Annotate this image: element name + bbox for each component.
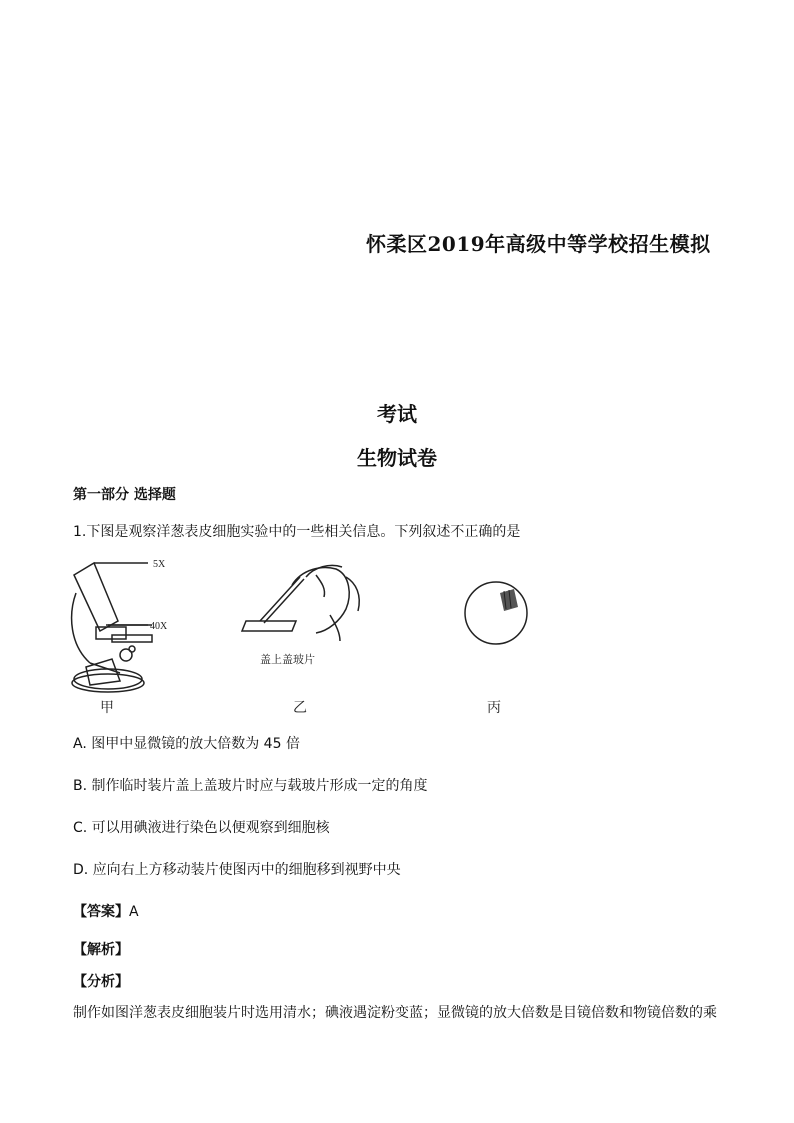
field-of-view-illustration [465, 582, 527, 644]
question-stem: 1.下图是观察洋葱表皮细胞实验中的一些相关信息。下列叙述不正确的是 [73, 524, 521, 540]
answer-value: A [129, 904, 139, 920]
analysis-tag: 【解析】 [73, 942, 129, 958]
eyepiece-label: 5X [153, 559, 166, 570]
option-b: B. 制作临时装片盖上盖玻片时应与载玻片形成一定的角度 [73, 778, 428, 794]
objective-label: 40X [150, 621, 168, 632]
microscope-illustration [72, 563, 152, 692]
exam-title-line2: 考试 [377, 402, 417, 426]
figure-caption-coverslip: 盖上盖玻片 [260, 654, 315, 666]
option-c: C. 可以用碘液进行染色以便观察到细胞核 [73, 820, 330, 836]
question-figure [60, 555, 580, 720]
section-heading: 第一部分 选择题 [73, 487, 176, 503]
answer-line [73, 901, 139, 921]
answer-tag: 【答案】 [73, 904, 129, 920]
figure-label-bing: 丙 [487, 701, 501, 716]
exam-title-line1: 怀柔区2019年高级中等学校招生模拟 [366, 232, 711, 256]
analysis-sub-tag: 【分析】 [73, 974, 129, 990]
figure-label-yi: 乙 [293, 701, 307, 716]
figure-label-jia: 甲 [100, 701, 114, 716]
analysis-text: 制作如图洋葱表皮细胞装片时选用清水；碘液遇淀粉变蓝；显微镜的放大倍数是目镜倍数和物镜倍数的乘 [73, 1005, 717, 1021]
exam-title-line3: 生物试卷 [357, 446, 437, 470]
option-d: D. 应向右上方移动装片使图丙中的细胞移到视野中央 [73, 862, 401, 878]
option-a: A. 图甲中显微镜的放大倍数为 45 倍 [73, 736, 300, 752]
coverslip-illustration [242, 565, 359, 641]
